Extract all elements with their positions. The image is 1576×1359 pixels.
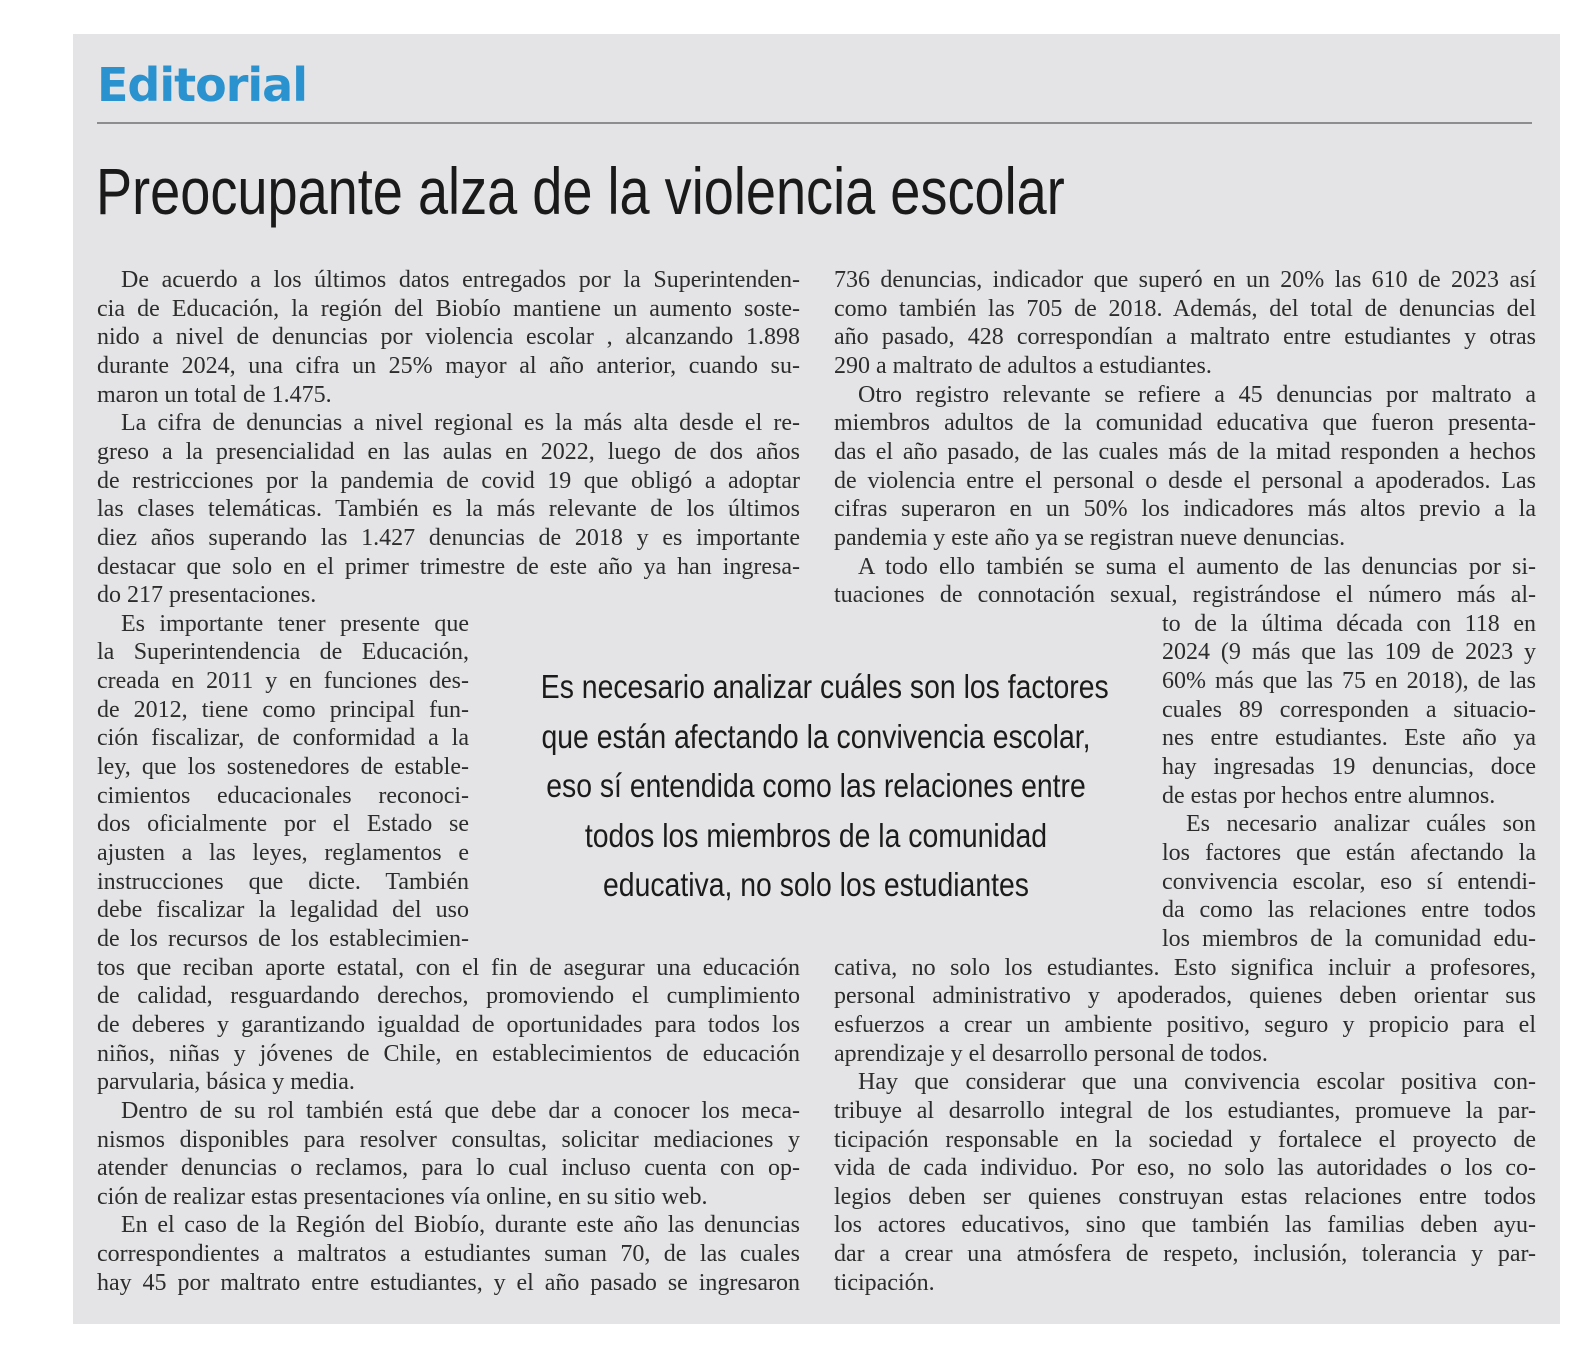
body-text-line: cimientos educacionales reconoci- [97, 782, 469, 809]
body-text-line: da como las relaciones entre todos [1162, 897, 1536, 924]
body-text-line: los actores educativos, sino que también las familias deben ayu- [834, 1212, 1536, 1239]
body-text-line: como también las 705 de 2018. Además, del total de denuncias del [834, 295, 1536, 322]
body-text-line: de violencia entre el personal o desde el personal a apoderados. Las [834, 467, 1536, 494]
body-text-line: nes entre estudiantes. Este año ya [1162, 725, 1536, 752]
body-text-line: De acuerdo a los últimos datos entregados por la Superintenden- [121, 267, 800, 293]
body-text-line: de los recursos de los establecimien- [97, 925, 469, 952]
body-text-line: ticipación responsable en la sociedad y fortalece el proyecto de [834, 1126, 1536, 1153]
body-text-line: ción fiscalizar, de conformidad a la [97, 725, 469, 752]
body-text-line: hay 45 por maltrato entre estudiantes, y el año pasado se ingresaron [97, 1269, 800, 1296]
body-text-line: La cifra de denuncias a nivel regional es la más alta desde el re- [121, 410, 800, 437]
body-text-line: durante 2024, una cifra un 25% mayor al año anterior, cuando su- [97, 352, 800, 379]
body-text-line: Es necesario analizar cuáles son [1186, 811, 1536, 838]
body-text-line: do 217 presentaciones. [97, 582, 317, 609]
body-text-line: 290 a maltrato de adultos a estudiantes. [834, 352, 1212, 379]
body-text-line: cativa, no solo los estudiantes. Esto significa incluir a profesores, [834, 954, 1536, 981]
body-text-line: los factores que están afectando la [1162, 840, 1536, 866]
body-text-line: creada en 2011 y en funciones des- [97, 668, 469, 695]
body-text-line: las clases telemáticas. También es la más relevante de los últimos [97, 496, 800, 523]
body-text-line: de calidad, resguardando derechos, promoviendo el cumplimiento [97, 983, 800, 1010]
pull-quote-line: Es necesario analizar cuáles son los factores [540, 668, 1109, 705]
body-text-line: vida de cada individuo. Por eso, no solo las autoridades o los co- [834, 1155, 1536, 1182]
body-text-line: tuaciones de connotación sexual, registrándose el número más al- [834, 582, 1536, 609]
body-text-line: instrucciones que dicte. También [97, 868, 469, 895]
body-text-line: nido a nivel de denuncias por violencia escolar , alcanzando 1.898 [97, 324, 800, 351]
body-text-line: debe fiscalizar la legalidad del uso [97, 897, 469, 924]
body-text-line: En el caso de la Región del Biobío, durante este año las denuncias [121, 1212, 800, 1239]
body-text-line: destacar que solo en el primer trimestre de este año ya han ingresa- [97, 553, 800, 580]
body-text-line: ticipación. [834, 1269, 935, 1296]
pull-quote-line: que están afectando la convivencia escolar, [541, 717, 1091, 755]
body-text-line: Hay que considerar que una convivencia escolar positiva con- [858, 1069, 1536, 1096]
body-text-line: convivencia escolar, eso sí entendi- [1162, 868, 1536, 895]
body-text-line: dar a crear una atmósfera de respeto, inclusión, tolerancia y par- [834, 1241, 1536, 1268]
body-text-line: correspondientes a maltratos a estudiantes suman 70, de las cuales [97, 1241, 800, 1268]
body-text-line: 736 denuncias, indicador que superó en un 20% las 610 de 2023 así [834, 267, 1536, 293]
section-divider [97, 122, 1532, 124]
body-text-line: cuales 89 corresponden a situacio- [1162, 696, 1536, 723]
body-text-line: Es importante tener presente que [121, 610, 469, 637]
body-text-line: Dentro de su rol también está que debe dar a conocer los meca- [121, 1097, 800, 1124]
pull-quote [496, 662, 1136, 910]
pull-quote-line: todos los miembros de la comunidad [584, 816, 1048, 854]
body-text-line: año pasado, 428 correspondían a maltrato entre estudiantes y otras [834, 324, 1536, 351]
body-text-line: hay ingresadas 19 denuncias, doce [1162, 754, 1536, 781]
body-text-line: to de la última década con 118 en [1162, 610, 1536, 637]
body-text-line: de estas por hechos entre alumnos. [1162, 782, 1496, 809]
body-text-line: diez años superando las 1.427 denuncias de 2018 y es importante [97, 524, 800, 551]
body-text-line: aprendizaje y el desarrollo personal de todos. [834, 1040, 1268, 1067]
body-text-line: atender denuncias o reclamos, para lo cual incluso cuenta con op- [97, 1155, 800, 1182]
body-text-line: Otro registro relevante se refiere a 45 denuncias por maltrato a [858, 381, 1536, 408]
body-text-line: de deberes y garantizando igualdad de oportunidades para todos los [97, 1011, 800, 1038]
body-text-line: miembros adultos de la comunidad educativa que fueron presenta- [834, 410, 1536, 437]
body-text-line: maron un total de 1.475. [97, 381, 332, 408]
body-text-line: cifras superaron en un 50% los indicadores más altos previo a la [834, 496, 1536, 523]
body-text-line: niños, niñas y jóvenes de Chile, en establecimientos de educación [97, 1040, 800, 1067]
body-text-line: A todo ello también se suma el aumento de las denuncias por si- [858, 553, 1536, 580]
pull-quote-line: eso sí entendida como las relaciones entre [546, 767, 1086, 804]
body-text-line: 2024 (9 más que las 109 de 2023 y [1162, 639, 1536, 666]
body-text-line: ción de realizar estas presentaciones vía online, en su sitio web. [97, 1183, 708, 1210]
body-text-line: de 2012, tiene como principal fun- [97, 696, 469, 723]
body-text-line: legios deben ser quienes construyan estas relaciones entre todos [834, 1183, 1536, 1210]
body-text-line: dos oficialmente por el Estado se [97, 811, 469, 838]
body-text-line: la Superintendencia de Educación, [97, 639, 469, 666]
body-text-line: personal administrativo y apoderados, quienes deben orientar sus [834, 983, 1536, 1010]
body-text-line: cia de Educación, la región del Biobío mantiene un aumento soste- [97, 295, 800, 322]
body-text-line: parvularia, básica y media. [97, 1069, 355, 1096]
body-text-line: esfuerzos a crear un ambiente positivo, seguro y propicio para el [834, 1011, 1536, 1038]
body-text-line: de restricciones por la pandemia de covid 19 que obligó a adoptar [97, 467, 800, 494]
body-text-line: nismos disponibles para resolver consultas, solicitar mediaciones y [97, 1126, 800, 1153]
body-text-line: pandemia y este año ya se registran nueve denuncias. [834, 524, 1346, 551]
section-label: Editorial [97, 58, 307, 112]
pull-quote-line: educativa, no solo los estudiantes [603, 866, 1029, 903]
body-text-line: los miembros de la comunidad edu- [1162, 925, 1536, 952]
body-text-line: tos que reciban aporte estatal, con el fin de asegurar una educación [97, 954, 800, 981]
headline: Preocupante alza de la violencia escolar [96, 154, 1065, 228]
body-text-line: tribuye al desarrollo integral de los estudiantes, promueve la par- [834, 1097, 1536, 1124]
body-text-line: greso a la presencialidad en las aulas en 2022, luego de dos años [97, 438, 800, 465]
body-text-line: das el año pasado, de las cuales más de la mitad responden a hechos [834, 438, 1536, 465]
body-text-line: 60% más que las 75 en 2018), de las [1162, 668, 1536, 695]
body-text-line: ajusten a las leyes, reglamentos e [97, 840, 469, 866]
body-text-line: ley, que los sostenedores de estable- [97, 754, 469, 781]
